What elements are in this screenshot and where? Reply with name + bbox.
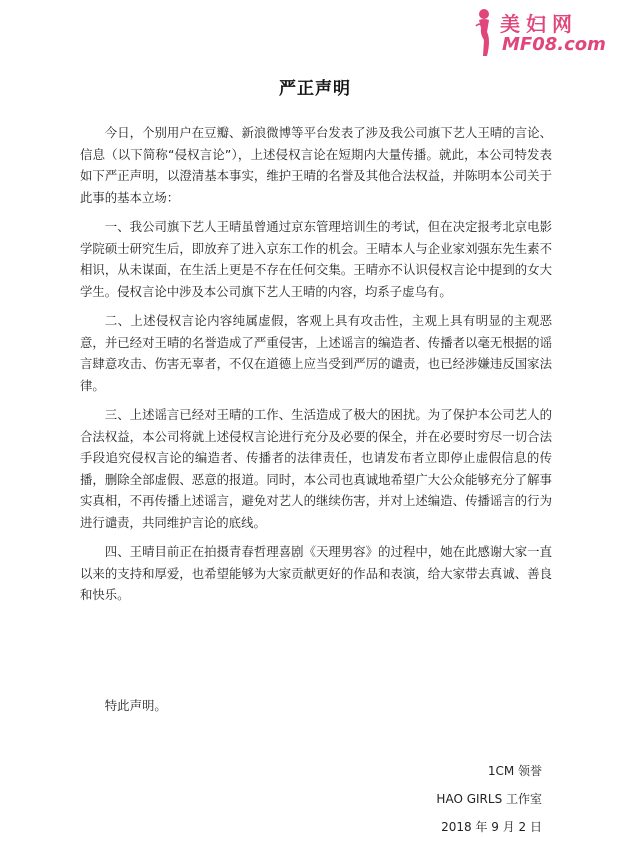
closing-line: 特此声明。	[104, 698, 167, 713]
signature-company-1: 1CM 领誉	[487, 764, 542, 778]
paragraph-4: 四、王晴目前正在拍摄青春哲理喜剧《天理男容》的过程中，她在此感谢大家一直以来的支持和厚爱，也希望能够为大家贡献更好的作品和表演，给大家带去真诚、善良和快乐。	[80, 544, 552, 602]
paragraph-3: 三、上述谣言已经对王晴的工作、生活造成了极大的困扰。为了保护本公司艺人的合法权益，本公司将就上述侵权言论进行充分及必要的保全，并在必要时穷尽一切合法手段追究侵权言论的编造者、传播者的法律责任，也请发布者立即停止虚假信息的传播，删除全部虚假、恶意的报道。同时，本公司也真诚地希望广大公众能够充分了解事实真相，不再传播上述谣言，避免对艺人的继续伤害，并对上述编造、传播谣言的行为进行谴责，共同维护言论的底线。	[80, 407, 552, 530]
signature-company-2: HAO GIRLS 工作室	[436, 792, 542, 806]
watermark-logo	[466, 6, 616, 58]
paragraph-1: 一、我公司旗下艺人王晴虽曾通过京东管理培训生的考试，但在决定报考北京电影学院硕士研究生后，即放弃了进入京东工作的机会。王晴本人与企业家刘强东先生素不相识，从未谋面，在生活上更是不存在任何交集。王晴亦不认识侵权言论中提到的女大学生。侵权言论中涉及本公司旗下艺人王晴的内容，均系子虚乌有。	[80, 219, 552, 299]
paragraph-2: 二、上述侵权言论内容纯属虚假，客观上具有攻击性，主观上具有明显的主观恶意，并已经对王晴的名誉造成了严重侵害，上述谣言的编造者、传播者以毫无根据的谣言肆意攻击、伤害无辜者，不仅在道德上应当受到严厉的谴责，也已经涉嫌违反国家法律。	[80, 313, 552, 393]
signature-date: 2018 年 9 月 2 日	[441, 820, 542, 834]
document-title: 严正声明	[279, 79, 351, 99]
intro-paragraph: 今日，个别用户在豆瓣、新浪微博等平台发表了涉及我公司旗下艺人王晴的言论、信息（以下简称“侵权言论”），上述侵权言论在短期内大量传播。就此，本公司特发表如下严正声明，以澄清基本事实，维护王晴的名誉及其他合法权益，并陈明本公司关于此事的基本立场：	[80, 125, 552, 205]
woman-silhouette-icon	[470, 6, 496, 58]
watermark-url: MF08.com	[502, 34, 606, 55]
statement-body	[80, 122, 552, 614]
watermark-title: 美妇网	[500, 12, 578, 36]
